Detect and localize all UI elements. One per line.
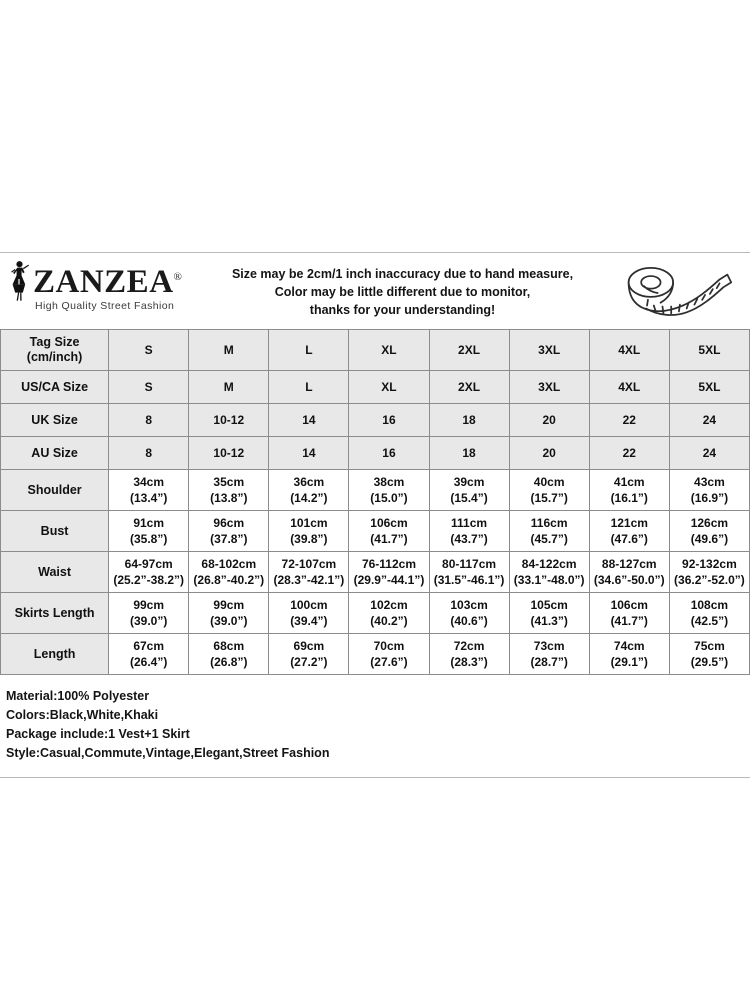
value-cm: 68-102cm	[201, 557, 257, 571]
value-inch: (15.0”)	[370, 491, 408, 505]
cell-shoulder-7	[589, 470, 669, 511]
cell-tag-size-s: S	[109, 330, 189, 371]
cell-bust-4	[349, 511, 429, 552]
value-inch: (36.2”-52.0”)	[674, 573, 745, 587]
value-inch: (13.8”)	[210, 491, 248, 505]
row-label-waist: Waist	[1, 552, 109, 593]
row-label-skirts-length: Skirts Length	[1, 593, 109, 634]
cell-bust-1	[109, 511, 189, 552]
value-cm: 39cm	[453, 475, 485, 489]
value-inch: (47.6”)	[610, 532, 648, 546]
notice-line-3: thanks for your understanding!	[309, 303, 496, 317]
value-inch: (39.4”)	[290, 614, 328, 628]
cell-skirts-length-1	[109, 593, 189, 634]
cell-us-ca-size-2: M	[189, 371, 269, 404]
value-cm: 99cm	[213, 598, 245, 612]
value-inch: (16.9”)	[690, 491, 729, 505]
row-label-bust: Bust	[1, 511, 109, 552]
value-cm: 70cm	[373, 639, 405, 653]
cell-length-5	[429, 634, 509, 675]
cell-waist-5	[429, 552, 509, 593]
cell-shoulder-5	[429, 470, 509, 511]
value-inch: (26.4”)	[130, 655, 168, 669]
value-inch: (41.3”)	[530, 614, 568, 628]
cell-skirts-length-2	[189, 593, 269, 634]
value-cm: 73cm	[533, 639, 565, 653]
cell-skirts-length-5	[429, 593, 509, 634]
cell-skirts-length-3	[269, 593, 349, 634]
cell-bust-8	[669, 511, 749, 552]
cell-uk-size-5: 18	[429, 404, 509, 437]
tape-measure-icon	[618, 263, 736, 323]
row-label-us-ca-size: US/CA Size	[1, 371, 109, 404]
value-cm: 75cm	[694, 639, 725, 653]
cell-waist-6	[509, 552, 589, 593]
chart-banner	[0, 253, 750, 329]
cell-uk-size-1: 8	[109, 404, 189, 437]
cell-au-size-4: 16	[349, 437, 429, 470]
cell-waist-1	[109, 552, 189, 593]
value-inch: (27.6”)	[370, 655, 408, 669]
detail-colors: Colors:Black,White,Khaki	[6, 708, 159, 722]
cell-us-ca-size-8: 5XL	[669, 371, 749, 404]
cell-length-3	[269, 634, 349, 675]
notice-line-1: Size may be 2cm/1 inch inaccuracy due to hand measure,	[231, 267, 574, 281]
brand-wordmark	[33, 265, 182, 299]
cell-shoulder-8	[669, 470, 749, 511]
size-chart-table	[0, 329, 750, 675]
value-inch: (35.8”)	[130, 532, 168, 546]
brand-logo-row	[6, 263, 196, 299]
value-cm: 76-112cm	[361, 557, 416, 571]
value-inch: (39.8”)	[290, 532, 328, 546]
cell-waist-4	[349, 552, 429, 593]
table-row-bust	[1, 511, 750, 552]
value-cm: 64-97cm	[124, 557, 173, 571]
value-inch: (40.6”)	[450, 614, 488, 628]
value-cm: 43cm	[694, 475, 725, 489]
table-row-au-size	[1, 437, 750, 470]
value-inch: (28.7”)	[530, 655, 568, 669]
cell-skirts-length-6	[509, 593, 589, 634]
cell-length-6	[509, 634, 589, 675]
cell-waist-2	[189, 552, 269, 593]
value-inch: (29.5”)	[690, 655, 729, 669]
size-chart-sheet	[0, 252, 750, 778]
value-cm: 36cm	[293, 475, 325, 489]
row-label-shoulder: Shoulder	[1, 470, 109, 511]
value-cm: 84-122cm	[521, 557, 577, 571]
value-cm: 92-132cm	[682, 557, 737, 571]
cell-length-4	[349, 634, 429, 675]
value-cm: 116cm	[530, 516, 568, 530]
value-inch: (43.7”)	[450, 532, 488, 546]
value-cm: 34cm	[133, 475, 165, 489]
value-cm: 67cm	[133, 639, 165, 653]
cell-tag-size-2xl: 2XL	[429, 330, 509, 371]
cell-shoulder-6	[509, 470, 589, 511]
row-label-length: Length	[1, 634, 109, 675]
value-cm: 91cm	[133, 516, 165, 530]
cell-tag-size-4xl: 4XL	[589, 330, 669, 371]
cell-au-size-3: 14	[269, 437, 349, 470]
value-inch: (16.1”)	[610, 491, 648, 505]
value-inch: (41.7”)	[610, 614, 648, 628]
cell-shoulder-2	[189, 470, 269, 511]
value-inch: (27.2”)	[290, 655, 328, 669]
brand-logo	[6, 257, 196, 312]
cell-au-size-1: 8	[109, 437, 189, 470]
detail-style: Style:Casual,Commute,Vintage,Elegant,Street Fashion	[6, 746, 330, 760]
value-cm: 69cm	[293, 639, 325, 653]
value-cm: 40cm	[533, 475, 565, 489]
cell-waist-7	[589, 552, 669, 593]
row-label-au-size: AU Size	[1, 437, 109, 470]
cell-uk-size-3: 14	[269, 404, 349, 437]
value-inch: (39.0”)	[130, 614, 168, 628]
value-inch: (41.7”)	[370, 532, 408, 546]
cell-shoulder-3	[269, 470, 349, 511]
cell-us-ca-size-6: 3XL	[509, 371, 589, 404]
cell-bust-3	[269, 511, 349, 552]
value-cm: 74cm	[613, 639, 645, 653]
cell-au-size-8: 24	[669, 437, 749, 470]
value-cm: 41cm	[613, 475, 645, 489]
value-cm: 102cm	[370, 598, 408, 612]
detail-package: Package include:1 Vest+1 Skirt	[6, 727, 190, 741]
cell-length-1	[109, 634, 189, 675]
value-inch: (45.7”)	[530, 532, 568, 546]
registered-trademark-icon: ®	[173, 271, 183, 283]
table-row-uk-size	[1, 404, 750, 437]
measurement-notice	[196, 257, 609, 319]
value-cm: 103cm	[450, 598, 488, 612]
cell-waist-8	[669, 552, 749, 593]
cell-us-ca-size-4: XL	[349, 371, 429, 404]
value-inch: (13.4”)	[130, 491, 168, 505]
value-inch: (33.1”-48.0”)	[513, 573, 585, 587]
row-label-uk-size: UK Size	[1, 404, 109, 437]
cell-length-8	[669, 634, 749, 675]
value-cm: 99cm	[133, 598, 165, 612]
value-cm: 101cm	[290, 516, 328, 530]
cell-uk-size-4: 16	[349, 404, 429, 437]
cell-au-size-5: 18	[429, 437, 509, 470]
table-row-waist	[1, 552, 750, 593]
cell-us-ca-size-3: L	[269, 371, 349, 404]
value-cm: 105cm	[530, 598, 568, 612]
value-inch: (40.2”)	[370, 614, 408, 628]
value-inch: (15.7”)	[530, 491, 568, 505]
cell-uk-size-2: 10-12	[189, 404, 269, 437]
value-inch: (42.5”)	[690, 614, 729, 628]
value-cm: 68cm	[213, 639, 245, 653]
cell-us-ca-size-1: S	[109, 371, 189, 404]
value-inch: (28.3”-42.1”)	[273, 573, 345, 587]
cell-tag-size-l: L	[269, 330, 349, 371]
cell-shoulder-4	[349, 470, 429, 511]
cell-us-ca-size-5: 2XL	[429, 371, 509, 404]
value-cm: 111cm	[451, 516, 488, 530]
tag-size-label-line-2: (cm/inch)	[26, 350, 83, 364]
woman-silhouette-icon	[6, 259, 32, 301]
cell-shoulder-1	[109, 470, 189, 511]
cell-waist-3	[269, 552, 349, 593]
table-row-us-ca-size	[1, 371, 750, 404]
value-inch: (15.4”)	[450, 491, 488, 505]
cell-skirts-length-4	[349, 593, 429, 634]
cell-uk-size-8: 24	[669, 404, 749, 437]
detail-material: Material:100% Polyester	[6, 689, 150, 703]
brand-name-text: ZANZEA	[33, 264, 174, 300]
value-cm: 72-107cm	[281, 557, 337, 571]
cell-uk-size-6: 20	[509, 404, 589, 437]
value-inch: (31.5”-46.1”)	[433, 573, 505, 587]
cell-skirts-length-7	[589, 593, 669, 634]
value-cm: 72cm	[453, 639, 485, 653]
value-inch: (26.8”)	[210, 655, 248, 669]
product-details	[0, 675, 750, 767]
value-inch: (28.3”)	[450, 655, 488, 669]
cell-tag-size-5xl: 5XL	[669, 330, 749, 371]
table-row-length	[1, 634, 750, 675]
cell-au-size-7: 22	[589, 437, 669, 470]
cell-bust-6	[509, 511, 589, 552]
cell-length-2	[189, 634, 269, 675]
cell-au-size-2: 10-12	[189, 437, 269, 470]
cell-tag-size-m: M	[189, 330, 269, 371]
value-cm: 35cm	[213, 475, 245, 489]
value-cm: 100cm	[290, 598, 328, 612]
value-inch: (29.9”-44.1”)	[353, 573, 425, 587]
cell-au-size-6: 20	[509, 437, 589, 470]
table-row-tag-size	[1, 330, 750, 371]
value-inch: (29.1”)	[610, 655, 648, 669]
value-inch: (49.6”)	[690, 532, 729, 546]
value-cm: 80-117cm	[442, 557, 497, 571]
cell-bust-7	[589, 511, 669, 552]
value-inch: (34.6”-50.0”)	[593, 573, 665, 587]
tag-size-label-line-1: Tag Size	[29, 335, 80, 349]
value-inch: (26.8”-40.2”)	[193, 573, 265, 587]
cell-tag-size-xl: XL	[349, 330, 429, 371]
cell-length-7	[589, 634, 669, 675]
value-cm: 38cm	[373, 475, 405, 489]
value-cm: 88-127cm	[601, 557, 657, 571]
value-cm: 108cm	[690, 598, 729, 612]
cell-skirts-length-8	[669, 593, 749, 634]
brand-tagline: High Quality Street Fashion	[35, 300, 175, 312]
value-cm: 96cm	[213, 516, 245, 530]
row-label-tag-size	[1, 330, 109, 371]
value-inch: (39.0”)	[210, 614, 248, 628]
notice-line-2: Color may be little different due to monitor,	[274, 285, 531, 299]
cell-bust-5	[429, 511, 509, 552]
cell-uk-size-7: 22	[589, 404, 669, 437]
cell-us-ca-size-7: 4XL	[589, 371, 669, 404]
value-inch: (14.2”)	[290, 491, 328, 505]
value-cm: 126cm	[690, 516, 729, 530]
value-cm: 106cm	[370, 516, 408, 530]
value-inch: (37.8”)	[210, 532, 248, 546]
tape-measure-illustration	[609, 257, 744, 323]
table-row-shoulder	[1, 470, 750, 511]
cell-bust-2	[189, 511, 269, 552]
value-inch: (25.2”-38.2”)	[113, 573, 185, 587]
cell-tag-size-3xl: 3XL	[509, 330, 589, 371]
table-row-skirts-length	[1, 593, 750, 634]
value-cm: 121cm	[610, 516, 648, 530]
value-cm: 106cm	[610, 598, 648, 612]
